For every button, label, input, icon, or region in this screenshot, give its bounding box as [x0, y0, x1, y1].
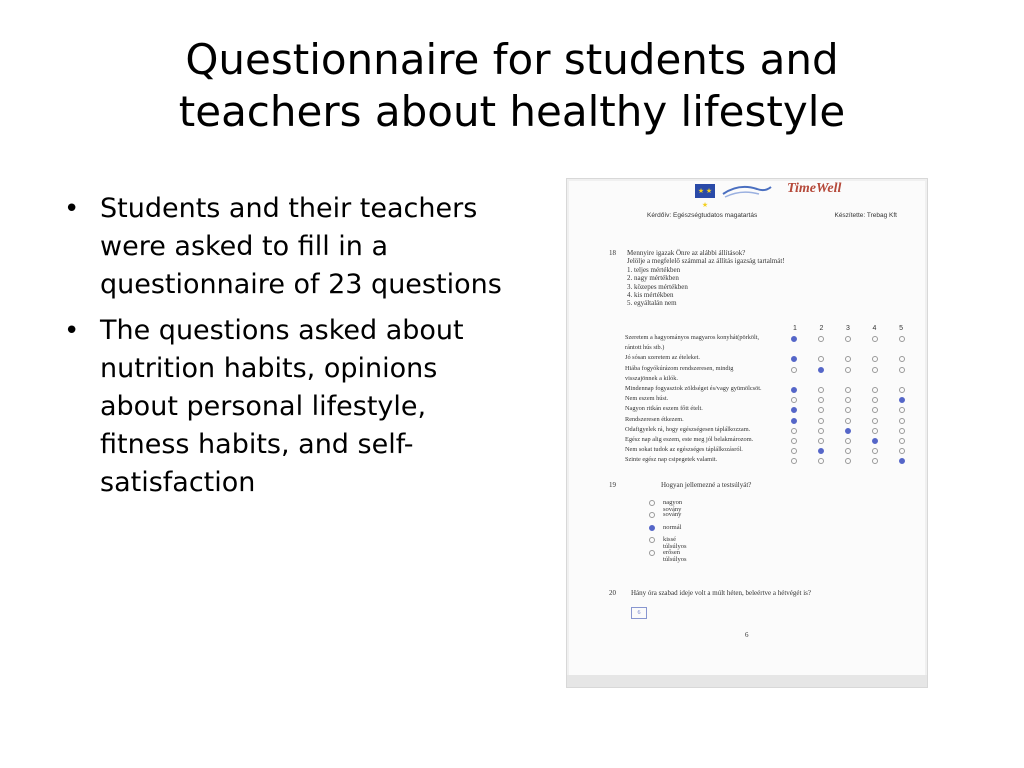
- radio-icon: [791, 458, 797, 464]
- radio-icon: [649, 537, 655, 543]
- matrix-row-options: [791, 448, 905, 454]
- matrix-row-options: [791, 387, 905, 393]
- matrix-row-options: [791, 418, 905, 424]
- timewell-logo: TimeWell: [787, 181, 842, 196]
- scale-number: 5: [899, 325, 903, 332]
- radio-icon: [845, 448, 851, 454]
- radio-icon: [845, 458, 851, 464]
- q18-instruction-line: 2. nagy mértékben: [627, 274, 679, 283]
- radio-icon: [899, 418, 905, 424]
- matrix-row-options: [791, 336, 905, 342]
- q19-option-label: kissé túlsúlyos: [663, 536, 687, 551]
- radio-icon: [845, 407, 851, 413]
- radio-icon: [818, 367, 824, 373]
- matrix-row-options: [791, 407, 905, 413]
- radio-icon: [649, 525, 655, 531]
- radio-icon: [791, 438, 797, 444]
- q18-instruction-line: 5. egyáltalán nem: [627, 299, 677, 308]
- scale-number: 2: [819, 325, 824, 332]
- radio-icon: [845, 438, 851, 444]
- matrix-row-label: Hiába fogyókúrázom rendszeresen, mindig: [625, 364, 734, 372]
- matrix-row-options: [791, 438, 905, 444]
- radio-icon: [899, 458, 905, 464]
- radio-icon: [845, 336, 851, 342]
- radio-icon: [899, 397, 905, 403]
- radio-icon: [899, 438, 905, 444]
- radio-icon: [791, 428, 797, 434]
- matrix-row-label: Nagyon ritkán eszem főtt ételt.: [625, 405, 703, 413]
- matrix-row-options: [791, 428, 905, 434]
- radio-icon: [872, 428, 878, 434]
- matrix-row-options: [791, 367, 905, 373]
- scan-header: [647, 212, 897, 219]
- slide-title: [60, 34, 964, 138]
- radio-icon: [872, 356, 878, 362]
- matrix-row-label: Nem eszem húst.: [625, 395, 669, 403]
- radio-icon: [649, 550, 655, 556]
- bullet-text: Students and their teachers were asked to fill in a questionnaire of 23 questions: [100, 193, 502, 300]
- q18-instruction-line: Mennyire igazak Önre az alábbi állítások?: [627, 249, 746, 257]
- radio-icon: [872, 458, 878, 464]
- radio-icon: [845, 418, 851, 424]
- q18-instruction-line: 1. teljes mértékben: [627, 265, 681, 274]
- scan-bottom-edge: [567, 675, 927, 687]
- radio-icon: [818, 336, 824, 342]
- radio-icon: [791, 418, 797, 424]
- q19-option-label: sovány: [663, 511, 682, 519]
- matrix-row: [625, 406, 915, 416]
- q18-instruction-line: 4. kis mértékben: [627, 291, 674, 300]
- bullet-item: [62, 190, 512, 304]
- radio-icon: [791, 367, 797, 373]
- radio-icon: [818, 458, 824, 464]
- radio-icon: [818, 356, 824, 362]
- q18-instruction-line: 3. közepes mértékben: [627, 282, 688, 291]
- scan-header-left: Kérdőív: Egészségtudatos magatartás: [647, 212, 758, 219]
- q20-number: 20: [609, 589, 616, 597]
- matrix-row: [625, 386, 915, 396]
- matrix-row: [625, 335, 915, 345]
- matrix-row-label: Szeretem a hagyományos magyaros konyhát(pörkölt,: [625, 334, 760, 341]
- matrix-row-options: [791, 397, 905, 403]
- radio-icon: [872, 407, 878, 413]
- scale-number: 1: [793, 325, 797, 332]
- q19-number: 19: [609, 481, 616, 489]
- radio-icon: [872, 387, 878, 393]
- radio-icon: [845, 397, 851, 403]
- radio-icon: [845, 356, 851, 362]
- radio-icon: [649, 512, 655, 518]
- matrix-row-options: [791, 458, 905, 464]
- slide-title-line2: teachers about healthy lifestyle: [178, 87, 846, 136]
- radio-icon: [791, 397, 797, 403]
- q18-scale-header: [793, 325, 903, 332]
- radio-icon: [818, 428, 824, 434]
- q19-option-label: erősen túlsúlyos: [663, 548, 687, 563]
- radio-icon: [872, 336, 878, 342]
- radio-icon: [899, 356, 905, 362]
- q18-matrix: [625, 335, 915, 467]
- radio-icon: [872, 397, 878, 403]
- q20-text: Hány óra szabad ideje volt a múlt héten, beleértve a hétvégét is?: [631, 589, 811, 597]
- radio-icon: [872, 367, 878, 373]
- radio-icon: [872, 438, 878, 444]
- radio-icon: [791, 356, 797, 362]
- radio-icon: [791, 336, 797, 342]
- q20-answer-box: 6: [631, 607, 647, 619]
- radio-icon: [791, 448, 797, 454]
- questionnaire-scan-image: [566, 178, 928, 688]
- radio-icon: [791, 387, 797, 393]
- bullet-marker: •: [64, 316, 80, 346]
- matrix-row-label: Szinte egész nap csipegetek valamit.: [625, 456, 718, 464]
- radio-icon: [818, 397, 824, 403]
- bullet-list: [62, 190, 512, 510]
- matrix-row-options: [791, 356, 905, 362]
- matrix-row-label: Egész nap alig eszem, este meg jól belakmározom.: [625, 435, 754, 443]
- scale-number: 3: [846, 325, 850, 332]
- page-number: 6: [745, 631, 749, 639]
- radio-icon: [845, 387, 851, 393]
- q18-instruction-line: Jelölje a megfelelő számmal az állítás igazság tartalmát!: [627, 257, 785, 266]
- radio-icon: [818, 448, 824, 454]
- q18-instructions: [627, 249, 867, 308]
- slide-title-line1: Questionnaire for students and: [185, 35, 839, 84]
- radio-icon: [818, 438, 824, 444]
- radio-icon: [872, 418, 878, 424]
- matrix-row-label: Rendszeresen étkezem.: [625, 415, 684, 423]
- radio-icon: [649, 500, 655, 506]
- scan-header-right: Készítette: Trebag Kft: [834, 212, 897, 219]
- programme-logo-icon: [721, 183, 773, 199]
- matrix-row-label: Nem sokat tudok az egészséges táplálkozásról.: [625, 446, 743, 454]
- radio-icon: [845, 428, 851, 434]
- radio-icon: [845, 367, 851, 373]
- matrix-row-label: Mindennap fogyasztok zöldséget és/vagy gyümölcsöt.: [625, 384, 762, 392]
- matrix-row-label: rántott hús stb.): [625, 344, 665, 352]
- radio-icon: [791, 407, 797, 413]
- logo-strip: [695, 181, 855, 209]
- matrix-row-label: visszajönnek a kilók.: [625, 374, 678, 382]
- matrix-row: [625, 457, 915, 467]
- radio-icon: [818, 387, 824, 393]
- q19-text: Hogyan jellemezné a testsúlyát?: [661, 481, 752, 489]
- radio-icon: [899, 407, 905, 413]
- q18-number: 18: [609, 249, 616, 257]
- q19-option-label: nagyon sovány: [663, 499, 683, 513]
- bullet-text: The questions asked about nutrition habits, opinions about personal lifestyle, fitness habits, and self- satisfaction: [100, 315, 464, 498]
- bullet-marker: •: [64, 194, 80, 224]
- eu-flag-icon: ★ ★ ★: [695, 184, 715, 198]
- matrix-row-label: Jó sósan szeretem az ételeket.: [625, 354, 701, 362]
- radio-icon: [899, 448, 905, 454]
- radio-icon: [899, 367, 905, 373]
- radio-icon: [899, 336, 905, 342]
- bullet-item: [62, 312, 512, 502]
- radio-icon: [899, 387, 905, 393]
- radio-icon: [818, 418, 824, 424]
- radio-icon: [872, 448, 878, 454]
- q19-option-label: normál: [663, 523, 682, 531]
- radio-icon: [818, 407, 824, 413]
- radio-icon: [899, 428, 905, 434]
- matrix-row-label: Odafigyelek rá, hogy egészségesen táplálkozzam.: [625, 425, 751, 433]
- scale-number: 4: [872, 325, 877, 332]
